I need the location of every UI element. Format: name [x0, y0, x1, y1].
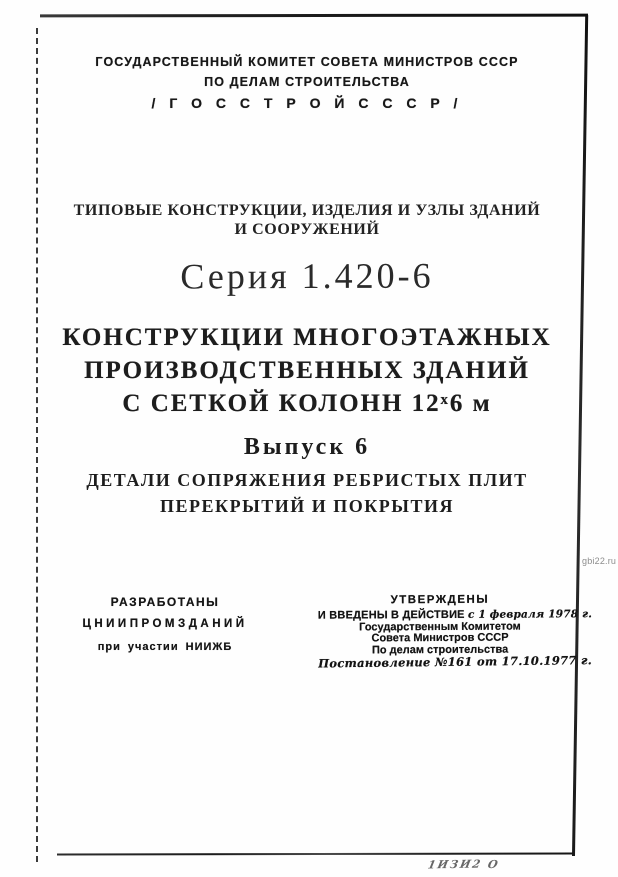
footer-faint-stamp: 1ИЗИ2 [426, 857, 484, 872]
approved-line: Государственным Комитетом [359, 620, 521, 633]
developed-title: РАЗРАБОТАНЫ [110, 595, 220, 609]
main-title-line: ПРОИЗВОДСТВЕННЫХ ЗДАНИЙ [84, 357, 530, 384]
approved-intro-text: И ВВЕДЕНЫ В ДЕЙСТВИЕ [317, 608, 465, 622]
type-line: И СООРУЖЕНИЙ [234, 221, 380, 238]
gosstroy-line: / Г О С С Т Р О Й С С С Р / [151, 95, 463, 111]
series-title: Серия 1.420-6 [180, 255, 434, 297]
authority-line: ГОСУДАРСТВЕННЫЙ КОМИТЕТ СОВЕТА МИНИСТРОВ СССР [95, 55, 519, 69]
issuing-authority-header [36, 52, 578, 113]
developed-organization: ЦНИИПРОМЗДАНИЙ [82, 618, 248, 630]
issue-number-title: Выпуск 6 [243, 434, 371, 460]
type-line: ТИПОВЫЕ КОНСТРУКЦИИ, ИЗДЕЛИЯ И УЗЛЫ ЗДАНИЙ [73, 202, 541, 219]
main-title [36, 321, 578, 420]
main-title-line: С СЕТКОЙ КОЛОНН 12ˣ6 м [122, 390, 492, 417]
developed-participation: при участии НИИЖБ [97, 641, 233, 653]
approved-title: УТВЕРЖДЕНЫ [390, 593, 490, 607]
approved-resolution: Постановление №161 от 17.10.1977 г. [318, 653, 593, 671]
issue-subtitle [36, 467, 578, 519]
approved-line: Совета Министров СССР [371, 631, 509, 645]
developed-by-block [60, 595, 270, 653]
authority-line: ПО ДЕЛАМ СТРОИТЕЛЬСТВА [204, 75, 410, 89]
site-watermark: gbi22.ru [582, 556, 617, 566]
frame-bottom-border [57, 853, 573, 856]
main-title-line: КОНСТРУКЦИИ МНОГОЭТАЖНЫХ [62, 324, 552, 351]
frame-top-border [40, 14, 588, 18]
approved-line: По делам строительства [371, 643, 509, 656]
approved-date-handwritten: с 1 февраля 1978 г. [467, 608, 593, 621]
issue-subtitle-line: ДЕТАЛИ СОПРЯЖЕНИЯ РЕБРИСТЫХ ПЛИТ [86, 470, 528, 490]
document-type-heading [36, 201, 578, 239]
issue-subtitle-line: ПЕРЕКРЫТИЙ И ПОКРЫТИЯ [160, 496, 454, 516]
footer-faint-stamp: О [486, 857, 499, 872]
approved-by-block [317, 593, 593, 671]
